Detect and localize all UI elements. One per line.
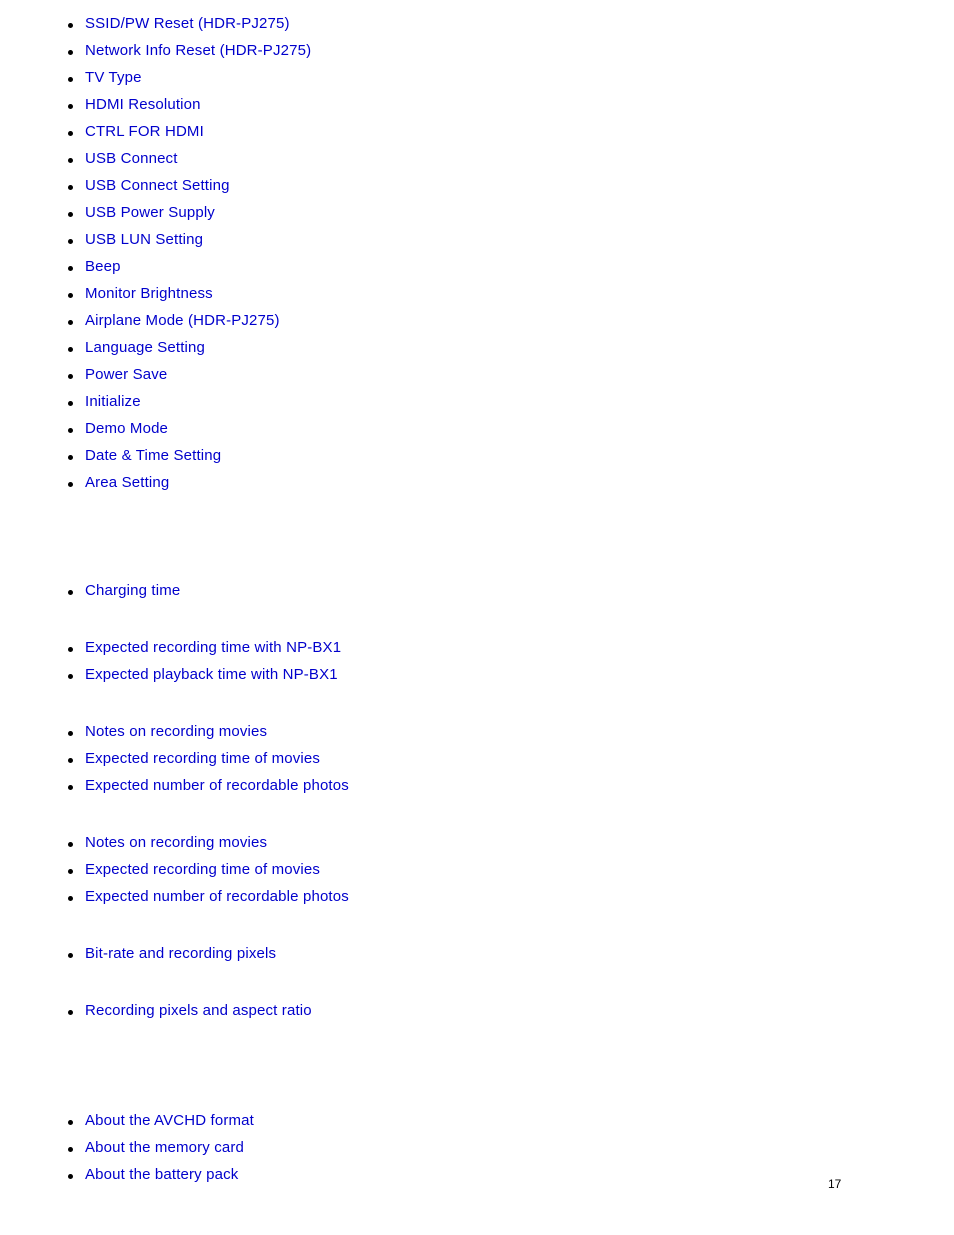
list-item — [0, 473, 311, 500]
bullet — [68, 590, 73, 595]
bullet — [68, 758, 73, 763]
list-item — [0, 365, 311, 392]
list-item — [0, 1138, 254, 1165]
list-item — [0, 176, 311, 203]
link-area-setting[interactable]: Area Setting — [85, 474, 170, 491]
about-list — [0, 1111, 254, 1192]
link-expected-playback-time-np-bx1[interactable]: Expected playback time with NP-BX1 — [85, 666, 338, 683]
bullet — [68, 158, 73, 163]
link-power-save[interactable]: Power Save — [85, 366, 168, 383]
bullet — [68, 50, 73, 55]
bullet — [68, 374, 73, 379]
bullet — [68, 869, 73, 874]
list-item — [0, 1165, 254, 1192]
bullet — [68, 896, 73, 901]
list-item — [0, 581, 180, 608]
link-tv-type[interactable]: TV Type — [85, 69, 142, 86]
list-item — [0, 1001, 312, 1028]
link-network-info-reset[interactable]: Network Info Reset (HDR-PJ275) — [85, 42, 312, 59]
link-language-setting[interactable]: Language Setting — [85, 339, 206, 356]
bullet — [68, 1010, 73, 1015]
list-item — [0, 95, 311, 122]
link-notes-on-recording-movies[interactable]: Notes on recording movies — [85, 723, 268, 740]
bullet — [68, 320, 73, 325]
list-item — [0, 446, 311, 473]
link-about-battery-pack[interactable]: About the battery pack — [85, 1166, 239, 1183]
bullet — [68, 731, 73, 736]
link-about-memory-card[interactable]: About the memory card — [85, 1139, 245, 1156]
bullet — [68, 1174, 73, 1179]
list-item — [0, 230, 311, 257]
bullet — [68, 1147, 73, 1152]
list-item — [0, 665, 341, 692]
list-item — [0, 419, 311, 446]
link-expected-recording-time-np-bx1[interactable]: Expected recording time with NP-BX1 — [85, 639, 342, 656]
bullet — [68, 23, 73, 28]
list-item — [0, 722, 349, 749]
link-monitor-brightness[interactable]: Monitor Brightness — [85, 285, 213, 302]
bitrate-list — [0, 944, 276, 971]
list-item — [0, 68, 311, 95]
list-item — [0, 776, 349, 803]
settings-list — [0, 14, 311, 500]
battery-times-list — [0, 638, 341, 692]
list-item — [0, 338, 311, 365]
bullet — [68, 455, 73, 460]
link-recording-pixels-and-aspect-ratio[interactable]: Recording pixels and aspect ratio — [85, 1002, 312, 1019]
link-expected-recording-time-of-movies[interactable]: Expected recording time of movies — [85, 861, 321, 878]
link-airplane-mode[interactable]: Airplane Mode (HDR-PJ275) — [85, 312, 280, 329]
link-charging-time[interactable]: Charging time — [85, 582, 181, 599]
list-item — [0, 1111, 254, 1138]
list-item — [0, 284, 311, 311]
link-notes-on-recording-movies[interactable]: Notes on recording movies — [85, 834, 268, 851]
list-item — [0, 41, 311, 68]
list-item — [0, 311, 311, 338]
bullet — [68, 401, 73, 406]
page-number: 17 — [828, 1177, 842, 1191]
pixels-list — [0, 1001, 312, 1028]
list-item — [0, 638, 341, 665]
bullet — [68, 239, 73, 244]
link-initialize[interactable]: Initialize — [85, 393, 141, 410]
link-usb-power-supply[interactable]: USB Power Supply — [85, 204, 215, 221]
link-bit-rate-and-recording-pixels[interactable]: Bit-rate and recording pixels — [85, 945, 277, 962]
bullet — [68, 785, 73, 790]
recording-list-1 — [0, 722, 349, 803]
link-usb-lun-setting[interactable]: USB LUN Setting — [85, 231, 204, 248]
bullet — [68, 212, 73, 217]
list-item — [0, 257, 311, 284]
charging-list — [0, 581, 180, 608]
bullet — [68, 647, 73, 652]
list-item — [0, 122, 311, 149]
link-usb-connect-setting[interactable]: USB Connect Setting — [85, 177, 230, 194]
link-beep[interactable]: Beep — [85, 258, 121, 275]
link-demo-mode[interactable]: Demo Mode — [85, 420, 169, 437]
bullet — [68, 347, 73, 352]
link-ssid-pw-reset[interactable]: SSID/PW Reset (HDR-PJ275) — [85, 15, 290, 32]
list-item — [0, 887, 349, 914]
link-hdmi-resolution[interactable]: HDMI Resolution — [85, 96, 201, 113]
recording-list-2 — [0, 833, 349, 914]
bullet — [68, 953, 73, 958]
link-usb-connect[interactable]: USB Connect — [85, 150, 178, 167]
link-date-time-setting[interactable]: Date & Time Setting — [85, 447, 222, 464]
bullet — [68, 77, 73, 82]
link-expected-number-of-recordable-photos[interactable]: Expected number of recordable photos — [85, 777, 349, 794]
list-item — [0, 833, 349, 860]
bullet — [68, 842, 73, 847]
bullet — [68, 674, 73, 679]
bullet — [68, 293, 73, 298]
bullet — [68, 1120, 73, 1125]
list-item — [0, 944, 276, 971]
link-expected-recording-time-of-movies[interactable]: Expected recording time of movies — [85, 750, 321, 767]
bullet — [68, 185, 73, 190]
bullet — [68, 104, 73, 109]
list-item — [0, 14, 311, 41]
list-item — [0, 149, 311, 176]
link-about-avchd-format[interactable]: About the AVCHD format — [85, 1112, 254, 1129]
list-item — [0, 203, 311, 230]
list-item — [0, 749, 349, 776]
bullet — [68, 482, 73, 487]
bullet — [68, 266, 73, 271]
link-expected-number-of-recordable-photos[interactable]: Expected number of recordable photos — [85, 888, 349, 905]
list-item — [0, 392, 311, 419]
list-item — [0, 860, 349, 887]
bullet — [68, 428, 73, 433]
link-ctrl-for-hdmi[interactable]: CTRL FOR HDMI — [85, 123, 204, 140]
bullet — [68, 131, 73, 136]
